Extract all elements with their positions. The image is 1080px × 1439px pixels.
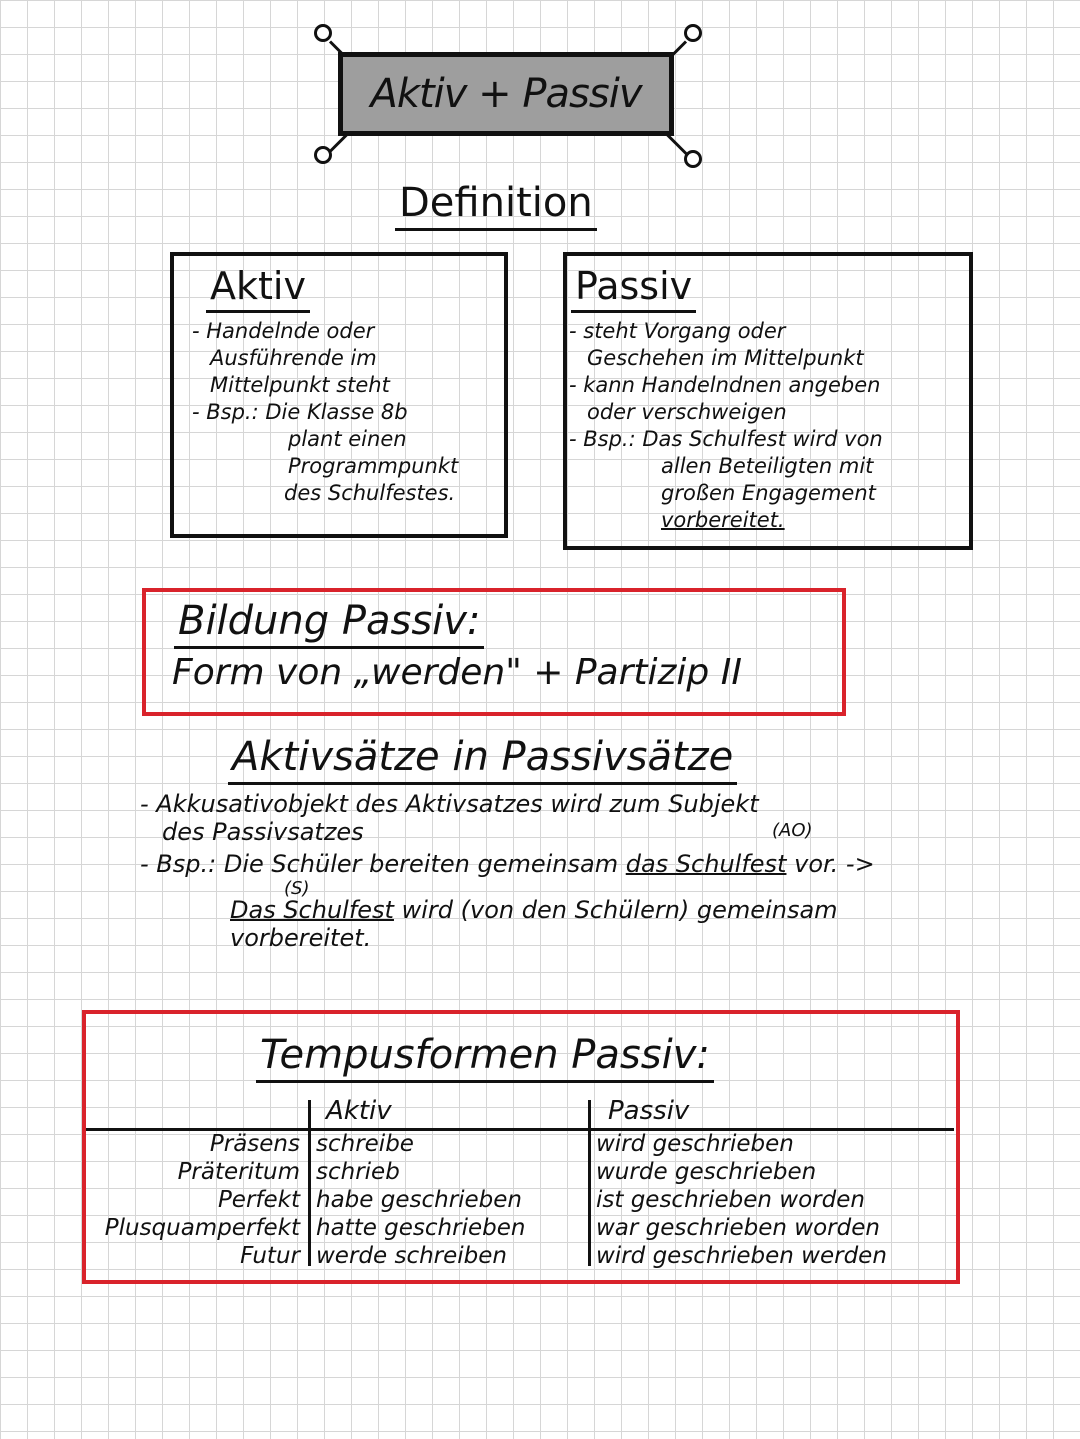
tense-cell: Futur — [240, 1243, 300, 1269]
tempus-heading — [256, 1032, 714, 1083]
passiv-line: vorbereitet. — [661, 508, 785, 532]
corner-dot-top-left — [314, 24, 332, 42]
passiv-line: allen Beteiligten mit — [661, 454, 874, 478]
passiv-cell: war geschrieben worden — [596, 1215, 880, 1241]
aktiv-line: Ausführende im — [210, 346, 377, 370]
aktiv-heading — [206, 264, 310, 313]
table-col-passiv — [596, 1130, 887, 1270]
tense-cell: Präteritum — [177, 1159, 300, 1185]
bildung-heading — [174, 598, 484, 649]
passiv-box — [563, 252, 973, 550]
bildung-box — [142, 588, 846, 716]
aktiv-cell: hatte geschrieben — [316, 1215, 526, 1241]
bildung-heading-text: Bildung Passiv: — [174, 598, 484, 649]
aktiv-cell: schrieb — [316, 1159, 400, 1185]
aktiv-line: - Bsp.: Die Klasse 8b — [192, 400, 408, 424]
aktiv-box — [170, 252, 508, 538]
aktiv-line: plant einen — [288, 427, 407, 451]
passiv-line: - Bsp.: Das Schulfest wird von — [569, 427, 883, 451]
passiv-line: - kann Handelndnen angeben — [569, 373, 881, 397]
title-box — [338, 52, 674, 136]
table-divider-aktiv — [308, 1100, 311, 1266]
passiv-cell: wird geschrieben werden — [596, 1243, 887, 1269]
passiv-heading-text: Passiv — [571, 264, 696, 313]
aktiv-line: des Schulfestes. — [284, 481, 456, 505]
definition-heading-text: Definition — [395, 180, 597, 231]
table-divider-passiv — [588, 1100, 591, 1266]
table-col-aktiv — [316, 1130, 525, 1270]
conversion-rule-line: des Passivsatzes — [162, 818, 364, 846]
example-object: das Schulfest — [625, 850, 787, 878]
passiv-line: oder verschweigen — [587, 400, 787, 424]
mark-ao: (AO) — [772, 820, 813, 841]
table-header-passiv: Passiv — [608, 1096, 690, 1126]
passiv-line: - steht Vorgang oder — [569, 319, 786, 343]
aktiv-line: Programmpunkt — [288, 454, 459, 478]
passiv-cell: wurde geschrieben — [596, 1159, 817, 1185]
table-header-aktiv: Aktiv — [326, 1096, 392, 1126]
conversion-heading — [228, 734, 737, 785]
aktiv-cell: schreibe — [316, 1131, 414, 1157]
aktiv-body — [192, 318, 458, 507]
page-title: Aktiv + Passiv — [370, 71, 642, 117]
passiv-line: großen Engagement — [661, 481, 876, 505]
passiv-line: Geschehen im Mittelpunkt — [587, 346, 864, 370]
passiv-cell: wird geschrieben — [596, 1131, 794, 1157]
tense-cell: Präsens — [209, 1131, 300, 1157]
passiv-cell: ist geschrieben worden — [596, 1187, 865, 1213]
aktiv-heading-text: Aktiv — [206, 264, 310, 313]
example-prefix: - Bsp.: Die Schüler bereiten gemeinsam — [140, 850, 619, 878]
aktiv-line: Mittelpunkt steht — [210, 373, 390, 397]
conversion-result-line2: vorbereitet. — [230, 924, 372, 952]
example-suffix: vor. -> — [794, 850, 875, 878]
aktiv-cell: habe geschrieben — [316, 1187, 523, 1213]
aktiv-line: - Handelnde oder — [192, 319, 375, 343]
tempus-box — [82, 1010, 960, 1284]
bildung-formula: Form von „werden" + Partizip II — [172, 652, 742, 693]
corner-dot-top-right — [684, 24, 702, 42]
conversion-rule-line: - Akkusativobjekt des Aktivsatzes wird zum Subjekt — [140, 790, 759, 818]
tense-cell: Perfekt — [217, 1187, 300, 1213]
passiv-heading — [571, 264, 696, 313]
definition-heading — [395, 180, 597, 231]
result-rest: wird (von den Schülern) gemeinsam — [401, 896, 838, 924]
passiv-body — [569, 318, 883, 534]
table-col-tense — [86, 1130, 300, 1270]
result-subject: Das Schulfest — [230, 896, 394, 924]
aktiv-cell: werde schreiben — [316, 1243, 508, 1269]
conversion-example — [140, 850, 1070, 878]
tempus-heading-text: Tempusformen Passiv: — [256, 1032, 714, 1083]
conversion-body — [140, 790, 1070, 952]
mark-s: (S) — [284, 878, 310, 899]
conversion-heading-text: Aktivsätze in Passivsätze — [228, 734, 737, 785]
conversion-result — [140, 896, 1070, 924]
tense-cell: Plusquamperfekt — [104, 1215, 300, 1241]
